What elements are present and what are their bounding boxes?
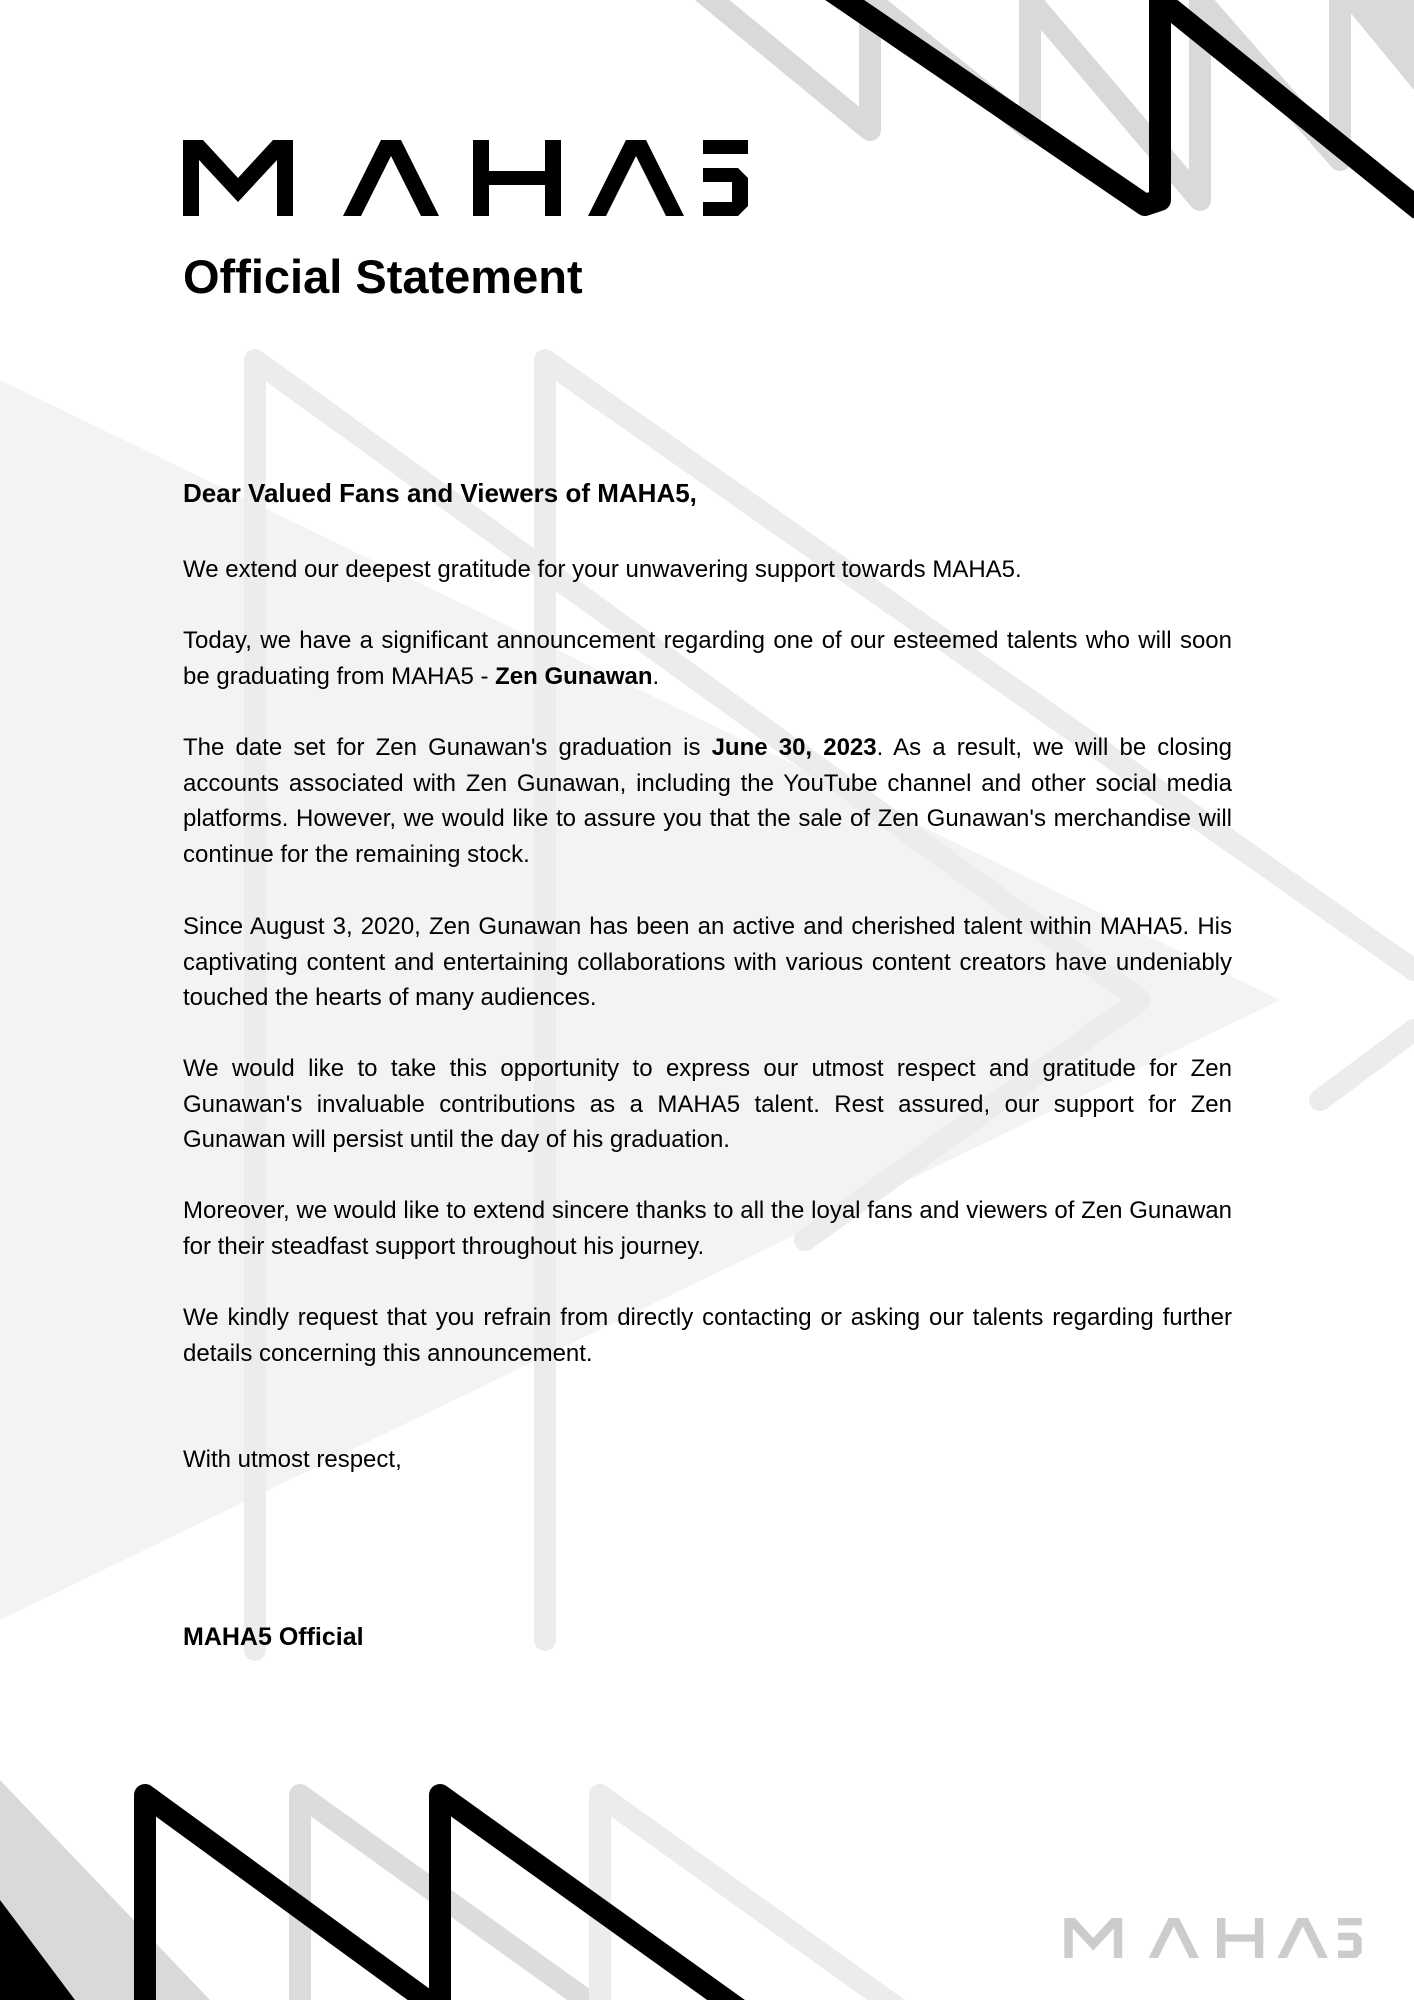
paragraph-6: Moreover, we would like to extend sincere thanks to all the loyal fans and viewers of Zen Gunawan for their steadfast support throughout his journey. <box>183 1197 1232 1260</box>
page-title: Official Statement <box>183 250 583 303</box>
paragraph-4: Since August 3, 2020, Zen Gunawan has been an active and cherished talent within MAHA5. His captivating content and entertaining collaborations with various content creators have undeniably touched the hearts of many audiences. <box>183 913 1232 1012</box>
paragraph-7: We kindly request that you refrain from directly contacting or asking our talents regarding further details concerning this announcement. <box>183 1304 1232 1367</box>
paragraph-2-end: . <box>652 662 660 690</box>
graduation-date: June 30, 2023 <box>711 734 877 761</box>
bottom-grey-zigzag-2 <box>600 1795 900 2000</box>
paragraph-2 <box>183 623 1232 694</box>
paragraph-3 <box>183 730 1232 872</box>
paragraph-5: We would like to take this opportunity to express our utmost respect and gratitude for Zen Gunawan's invaluable contributions as a MAHA5 talent. Rest assured, our support for Zen Gunawan will persist until the day of his graduation. <box>183 1055 1232 1154</box>
salutation: Dear Valued Fans and Viewers of MAHA5, <box>183 478 697 508</box>
top-right-grey-zigzag-1 <box>700 0 870 130</box>
signature: MAHA5 Official <box>183 1623 364 1651</box>
top-right-grey-zigzag-3 <box>1030 0 1200 200</box>
paragraph-1: We extend our deepest gratitude for your unwavering support towards MAHA5. <box>183 556 1022 583</box>
top-right-grey-triangle <box>1340 0 1414 90</box>
closing-line: With utmost respect, <box>183 1446 402 1473</box>
paragraph-3-text: The date set for Zen Gunawan's graduation is <box>183 734 712 761</box>
maha5-logo <box>183 140 748 216</box>
bg-chevron-outline-3 <box>1320 1030 1414 1100</box>
maha5-footer-logo <box>1062 1918 1364 1958</box>
talent-name: Zen Gunawan <box>495 662 653 690</box>
paragraph-2-text: Today, we have a significant announcement regarding one of our esteemed talents who will soon be graduating from MAHA5 - <box>183 627 1232 690</box>
paragraph-3-end: . As a result, we will be closing accounts associated with Zen Gunawan, including the YouTube channel and other social media platforms. However, we would like to assure you that the sale of Zen Gunawan's merchandise will continue for the remaining stock. <box>183 734 1233 868</box>
